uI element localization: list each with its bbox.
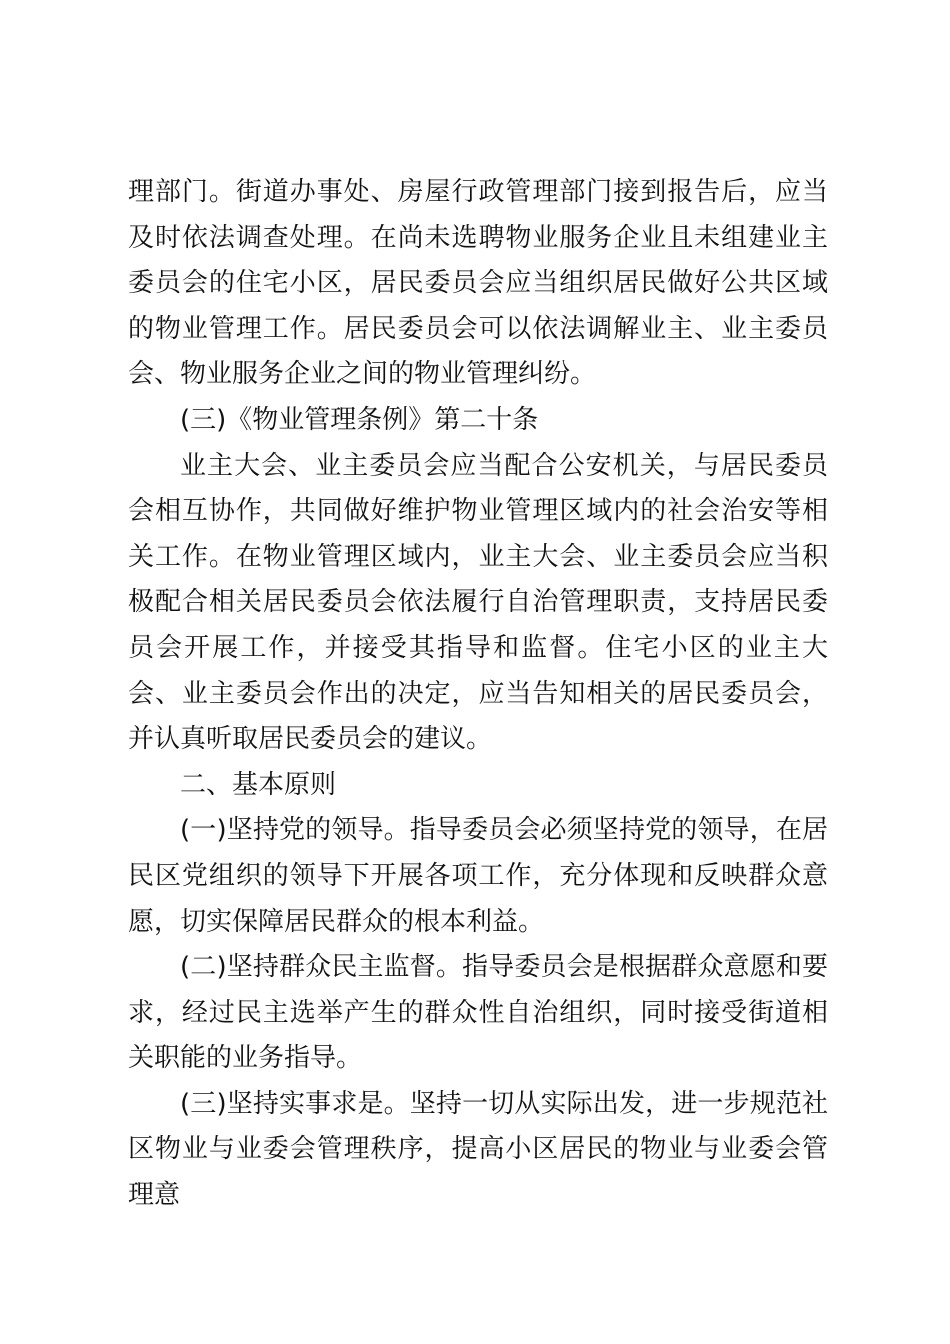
paragraph-principle-3: (三)坚持实事求是。坚持一切从实际出发，进一步规范社区物业与业委会管理秩序，提高小区居民的物业与业委会管理意 [128, 1088, 828, 1211]
section-heading-regulation-article-20: (三)《物业管理条例》第二十条 [180, 404, 539, 435]
paragraph-principle-2: (二)坚持群众民主监督。指导委员会是根据群众意愿和要求，经过民主选举产生的群众性自治组织，同时接受街道相关职能的业务指导。 [128, 952, 828, 1074]
section-heading-basic-principles: 二、基本原则 [180, 769, 337, 800]
paragraph-principle-1: (一)坚持党的领导。指导委员会必须坚持党的领导，在居民区党组织的领导下开展各项工作，充分体现和反映群众意愿，切实保障居民群众的根本利益。 [128, 815, 828, 937]
document-body [128, 170, 828, 1219]
paragraph-article-20-text: 业主大会、业主委员会应当配合公安机关，与居民委员会相互协作，共同做好维护物业管理区域内的社会治安等相关工作。在物业管理区域内，业主大会、业主委员会应当积极配合相关居民委员会依法履行自治管理职责，支持居民委员会开展工作，并接受其指导和监督。住宅小区的业主大会、业主委员会作出的决定，应当告知相关的居民委员会，并认真听取居民委员会的建议。 [128, 450, 828, 755]
paragraph-continuation: 理部门。街道办事处、房屋行政管理部门接到报告后，应当及时依法调查处理。在尚未选聘物业服务企业且未组建业主委员会的住宅小区，居民委员会应当组织居民做好公共区域的物业管理工作。居民委员会可以依法调解业主、业主委员会、物业服务企业之间的物业管理纠纷。 [128, 177, 828, 390]
